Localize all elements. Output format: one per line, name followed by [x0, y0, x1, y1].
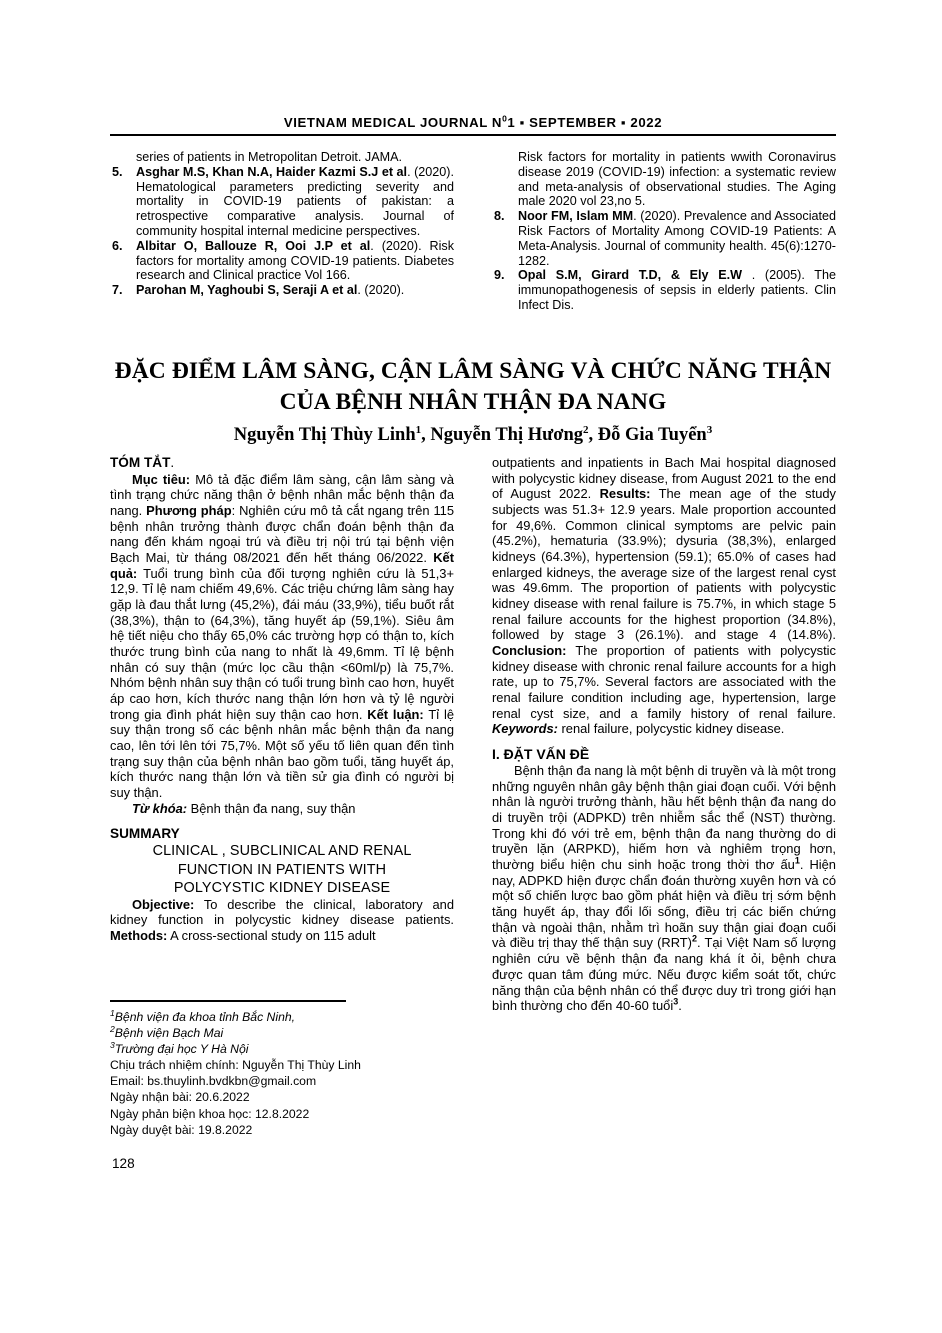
intro-section-heading: I. ĐẶT VẤN ĐỀ	[492, 746, 590, 763]
intro-text-b: . Hiện nay, ADPKD hiện được chẩn đoán thường xuyên hơn và có một số chiến lược bao gồm phát hiện và điều trị sớm bệnh tăng huyết áp, thay đổi lối sống, điều trị các biến chứng thận và ngoài thận, nhằm trì hoãn suy thận giai đoạn cuối và điều trị thay thế thận suy (RRT)	[492, 857, 836, 951]
text-conclusion-vi: Tỉ lệ suy thận trong số các bệnh nhân mắc bệnh thận đa nang cao, lên tới lên tới 75,7%. Một số yếu tố liên quan đến tình trạng suy thận của bệnh nhân bao gồm tuổi, tăng huyết áp, kích thước nang thận lớn và tiền sử gia đình có người bị suy thận.	[110, 706, 454, 801]
citation-marker-2: 2	[691, 934, 697, 945]
label-objective-vi: Mục tiêu:	[132, 471, 191, 487]
reference-item-6	[110, 239, 454, 283]
affiliation-3-text: Trường đại học Y Hà Nội	[114, 1042, 249, 1057]
text-results-vi: Tuổi trung bình của đối tượng nghiên cứu là 51,3+ 12,9. Tỉ lệ nam chiếm 49,6%. Các triệu chứng lâm sàng hay gặp là đau thắt lưng (45,2%), đái máu (33,9%), tiểu buốt rắt (38,3%), thận to (64,3%), tăng huyết áp (59,1%). Siêu âm hệ tiết niệu cho thấy 65,0% các trường hợp có thận to, kích thước trung bình của nang to nhất là 49,6mm. Tỉ lệ bệnh nhân có suy thận (mức lọc cầu thận <60ml/p) là 75,7%. Nhóm bệnh nhân suy thận có tuổi trung bình cao hơn, huyết áp cao hơn, kích thước nang thận lớn hơn và tỷ lệ người trong gia đình phát hiện suy thận cao hơn.	[110, 565, 454, 722]
author-affiliation-marker: 1	[415, 423, 422, 436]
reference-detail: . (2005). The immunopathogenesis of sepsis in elderly patients. Clin Infect Dis.	[518, 268, 836, 312]
running-header	[110, 113, 836, 136]
intro-paragraph	[492, 763, 836, 1014]
label-conclusion-en: Conclusion:	[492, 643, 567, 659]
article-title-line-2: CỦA BỆNH NHÂN THẬN ĐA NANG	[279, 389, 667, 416]
affiliation-marker: 1	[110, 1007, 115, 1018]
text-conclusion-en: The proportion of patients with polycystic kidney disease with chronic renal failure accounts for a high rate, up to 75,7%. Several factors are associated with the renal failure condition including age, hypertension, large renal cyst size, and a family history of renal failure.	[492, 643, 836, 721]
text-keywords-en: renal failure, polycystic kidney disease.	[557, 721, 785, 737]
reference-detail: . (2020). Risk factors for mortality among COVID-19 patients. Diabetes research and Clinical practice Vol 166.	[136, 238, 454, 283]
date-accepted: Ngày duyệt bài: 19.8.2022	[110, 1122, 253, 1137]
reference-authors: Parohan M, Yaghoubi S, Seraji A et al	[136, 283, 358, 298]
abstract-vi-keywords	[110, 801, 454, 817]
label-results-vi: Kết quả:	[110, 549, 454, 581]
reference-item-8	[492, 209, 836, 268]
text-methods-en-truncated: A cross-sectional study on 115 adult	[167, 928, 376, 944]
date-received: Ngày nhận bài: 20.6.2022	[110, 1090, 250, 1105]
text-keywords-vi: Bệnh thận đa nang, suy thận	[187, 800, 356, 816]
author-affiliation-marker: 3	[706, 423, 713, 436]
reference-number: 8.	[494, 209, 505, 224]
reference-authors: Asghar M.S, Khan N.A, Haider Kazmi S.J et al	[136, 164, 408, 179]
text-method-vi: : Nghiên cứu mô tả cắt ngang trên 115 bệnh nhân trưởng thành được chẩn đoán bệnh thận đa nang đến khám ngoại trú và điều trị nội trú tại bệnh viện Bạch Mai, từ tháng 08/2021 đến hết tháng 06/2022.	[110, 502, 454, 565]
reference-detail: . (2020). Prevalence and Associated Risk Factors of Mortality Among COVID-19 Patients: A Meta-Analysis. Journal of community health. 45(6):1270-1282.	[518, 209, 837, 268]
abstract-vi-heading-text: TÓM TẮT	[110, 455, 171, 470]
affiliation-2	[110, 1025, 454, 1041]
reference-item-5	[110, 165, 454, 239]
footnote-divider-rule	[110, 1000, 346, 1002]
label-conclusion-vi: Kết luận:	[367, 706, 424, 722]
reference-lead-text: series of patients in Metropolitan Detroit. JAMA.	[136, 150, 402, 164]
reference-detail: . (2020).	[357, 283, 405, 298]
date-reviewed: Ngày phản biện khoa học: 12.8.2022	[110, 1106, 310, 1121]
affiliation-marker: 3	[110, 1040, 115, 1051]
abstract-vi-heading-period: .	[170, 455, 175, 470]
affiliation-1-text: Bệnh viện đa khoa tỉnh Bắc Ninh,	[114, 1010, 296, 1024]
references-column-right	[492, 150, 836, 313]
affiliation-2-text: Bệnh viện Bạch Mai	[114, 1026, 224, 1041]
citation-marker-1: 1	[794, 855, 800, 866]
reference-number: 7.	[112, 283, 123, 298]
reference-authors: Opal S.M, Girard T.D, & Ely E.W	[518, 268, 743, 283]
reference-number: 9.	[494, 268, 505, 283]
text-methods-en-continued: outpatients and inpatients in Bach Mai hospital diagnosed with polycystic kidney disease, from August 2021 to the end of August 2022.	[492, 455, 836, 502]
reference-item-7-continuation: Risk factors for mortality in patients wwith Coronavirus disease 2019 (COVID-19) infection: a systematic review and meta-analysis of observational studies. The Aging male 2020 vol 23,no 5.	[518, 150, 836, 209]
intro-text-c: . Tại Việt Nam số lượng nghiên cứu về bệnh thận đa nang khá ít ỏi, bệnh chưa được quan tâm đúng mức. Nếu được kiểm soát tốt, chức năng thận của bệnh nhân có thể được duy trì trong giới hạn bình thường cho đến 40-60 tuổi	[492, 935, 836, 1014]
label-results-en: Results:	[599, 486, 651, 502]
footnote-block	[110, 1000, 454, 1138]
summary-heading: SUMMARY	[110, 826, 180, 842]
abstract-en-paragraph-part-2	[492, 455, 836, 737]
page-number: 128	[112, 1156, 135, 1171]
text-objective-vi: Mô tả đặc điểm lâm sàng, cận lâm sàng và tình trạng chức năng thận ở bệnh nhân mắc bệnh thận đa nang.	[110, 471, 455, 518]
reference-authors: Albitar O, Ballouze R, Ooi J.P et al	[136, 238, 371, 253]
journal-issue-date: 1 ▪ SEPTEMBER ▪ 2022	[507, 115, 663, 130]
citation-marker-3: 3	[673, 996, 679, 1007]
article-title	[110, 356, 836, 418]
summary-title-line-1: CLINICAL , SUBCLINICAL AND RENAL	[152, 843, 412, 860]
intro-text-d: .	[678, 998, 682, 1014]
author-byline: Nguyễn Thị Thùy Linh$^1$, Nguyễn Thị Hương$^2$, Đỗ Gia Tuyển$^3$	[233, 423, 713, 445]
body-column-left	[110, 455, 454, 944]
journal-header-title	[110, 113, 836, 131]
affiliation-marker: 2	[110, 1024, 115, 1035]
responsible-author: Chịu trách nhiệm chính: Nguyễn Thị Thùy Linh	[110, 1058, 361, 1073]
summary-title-line-3: POLYCYSTIC KIDNEY DISEASE	[173, 879, 391, 896]
label-objective-en: Objective:	[132, 896, 195, 912]
author-affiliation-marker: 2	[582, 423, 589, 436]
article-title-line-1: ĐẶC ĐIỂM LÂM SÀNG, CẬN LÂM SÀNG VÀ CHỨC NĂNG THẬN	[114, 358, 832, 384]
label-keywords-en: Keywords:	[492, 721, 558, 737]
abstract-en-paragraph-part-1	[110, 897, 454, 944]
reference-item-7	[110, 283, 454, 298]
reference-authors: Noor FM, Islam MM	[518, 209, 634, 224]
abstract-vi-heading	[110, 455, 454, 472]
label-methods-en: Methods:	[110, 928, 168, 944]
affiliation-3	[110, 1041, 454, 1057]
abstract-vi-paragraph	[110, 472, 454, 801]
label-keywords-vi: Từ khóa:	[132, 800, 188, 816]
summary-title	[110, 842, 454, 896]
text-objective-en: To describe the clinical, laboratory and kidney function in polycystic kidney disease patients.	[110, 896, 454, 928]
body-column-right	[492, 455, 836, 1014]
reference-item-9	[492, 268, 836, 312]
summary-title-line-2: FUNCTION IN PATIENTS WITH	[177, 861, 387, 878]
reference-number: 6.	[112, 238, 123, 253]
affiliation-1	[110, 1009, 454, 1025]
label-method-vi: Phương pháp	[146, 502, 232, 518]
journal-name: VIETNAM MEDICAL JOURNAL N	[283, 115, 503, 130]
intro-text-a: Bệnh thận đa nang là một bệnh di truyền và là một trong những nguyên nhân gây bệnh thận giai đoạn cuối. Với bệnh nhân là người trưởng thành, hầu hết bệnh thận đa nang do di truyền trội (ADPKD) trên nhiễm sắc thể (NST) thường. Trong khi đó với trẻ em, bệnh thận đa nang thường do di truyền lặn (ARPKD), hiếm hơn và nghiêm trọng hơn, thường biểu hiện chu sinh hoặc trong thời thơ ấu	[492, 763, 836, 873]
reference-detail: . (2020). Hematological parameters predicting severity and mortality in COVID-19 patients of pakistan: a retrospective comparative analysis. Journal of community hospital internal medicine perspectives.	[136, 164, 454, 238]
contact-email[interactable]: Email: bs.thuylinh.bvdkbn@gmail.com	[110, 1074, 317, 1089]
references-column-left	[110, 150, 454, 298]
issue-superscript: 0	[502, 113, 508, 124]
header-divider-rule	[110, 134, 836, 136]
text-results-en: The mean age of the study subjects was 51.3+ 12.9 years. Male proportion accounted for 49,6%. Common clinical symptoms are pelvic pain (45.2%), hematuria (33.9%); dysuria (38,3%), enlarged kidneys (64.3%), hypertension (59.1); 65.0% of cases had enlarged kidneys, the average size of the largest renal cyst was 49.6mm. The proportion of patients with polycystic kidney disease with renal failure is 75.7%, in which stage 5 renal failure accounts for the highest proportion (34.8%), followed by stage 3 (26.1%). and stage 4 (14.8%).	[492, 486, 836, 643]
reference-number: 5.	[112, 164, 123, 179]
